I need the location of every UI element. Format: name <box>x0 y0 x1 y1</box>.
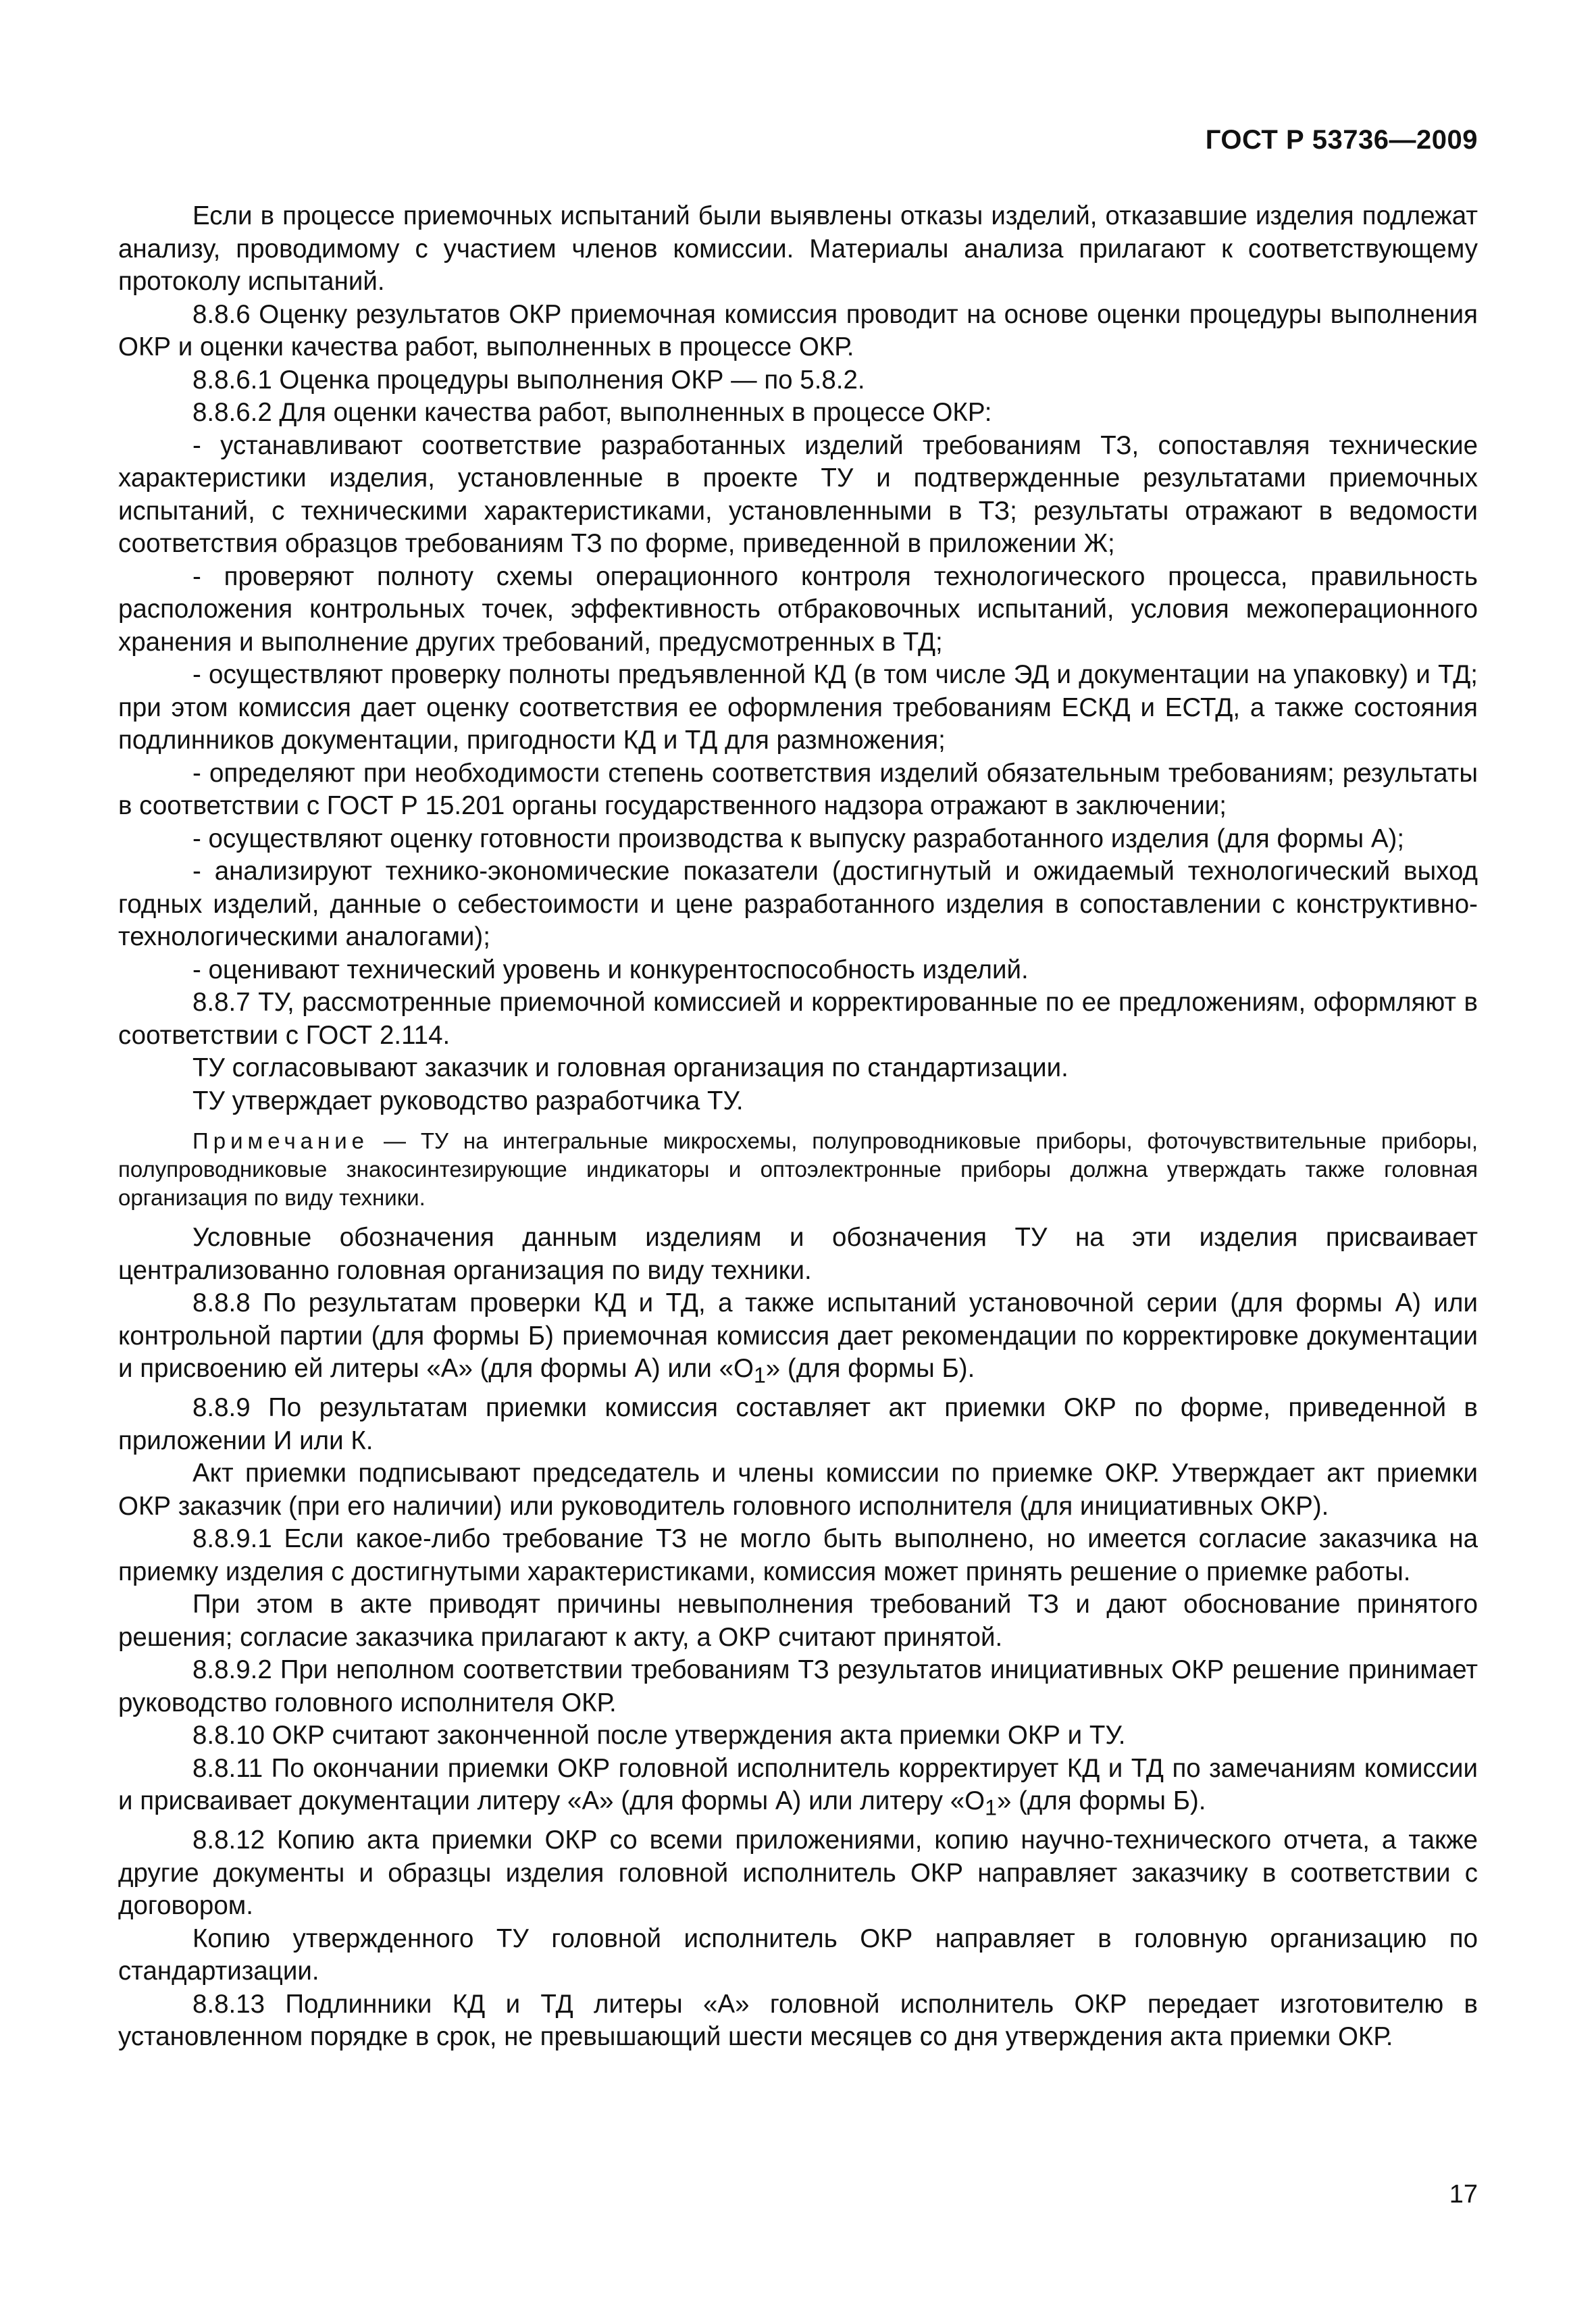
clause-8-8-6: 8.8.6 Оценку результатов ОКР приемочная комиссия проводит на основе оценки процедуры выполнения ОКР и оценки качества работ, выполненных в процессе ОКР. <box>118 299 1478 361</box>
paragraph: При этом в акте приводят причины невыполнения требований ТЗ и дают обоснование принятого решения; согласие заказчика прилагают к акту, а ОКР считают принятой. <box>118 1590 1478 1652</box>
clause-8-8-6-1: 8.8.6.1 Оценка процедуры выполнения ОКР — по 5.8.2. <box>192 365 865 395</box>
clause-8-8-11 <box>118 1753 1478 1825</box>
clause-text: » (для формы Б). <box>996 1786 1206 1816</box>
clause-text: 8.8.8 По результатам проверки КД и ТД, а также испытаний установочной серии (для формы А) или контрольной партии (для формы Б) приемочная комиссия дает рекомендации по корректировке документации и присвоению ей литеры «А» (для формы А) или «О <box>118 1288 1478 1383</box>
paragraph: Копию утвержденного ТУ головной исполнитель ОКР направляет в головную организацию по стандартизации. <box>118 1923 1478 1986</box>
note-text: — ТУ на интегральные микросхемы, полупроводниковые приборы, фоточувствительные приборы, полупроводниковые знакосинтезирующие индикаторы и оптоэлектронные приборы должна утверждать также головная организация по виду техники. <box>118 1128 1478 1210</box>
list-item: - устанавливают соответствие разработанных изделий требованиям ТЗ, сопоставляя технические характеристики изделия, установленные в проекте ТУ и подтвержденные результатами приемочных испытаний, с техническими характеристиками, установленными в ТЗ; результаты отражают в ведомости соответствия образцов требованиям ТЗ по форме, приведенной в приложении Ж; <box>118 430 1478 558</box>
list-item: - определяют при необходимости степень соответствия изделий обязательным требованиям; результаты в соответствии с ГОСТ Р 15.201 органы государственного надзора отражают в заключении; <box>118 758 1478 820</box>
clause-8-8-12: 8.8.12 Копию акта приемки ОКР со всеми приложениями, копию научно-технического отчета, а также другие документы и образцы изделия головной исполнитель ОКР направляет заказчику в соответствии с договором. <box>118 1826 1478 1921</box>
paragraph: Условные обозначения данным изделиям и обозначения ТУ на эти изделия присваивает централизованно головная организация по виду техники. <box>118 1223 1478 1285</box>
standard-designation: ГОСТ Р 53736—2009 <box>1205 125 1478 155</box>
list-item: - анализируют технико-экономические показатели (достигнутый и ожидаемый технологический выход годных изделий, данные о себестоимости и цене разработанного изделия в сопоставлении с конструктивно-технологическими аналогами); <box>118 857 1478 951</box>
list-item: - осуществляют проверку полноты предъявленной КД (в том числе ЭД и документации на упаковку) и ТД; при этом комиссия дает оценку соответствия ее оформления требованиям ЕСКД и ЕСТД, а также состояния подлинников документации, пригодности КД и ТД для размножения; <box>118 660 1478 755</box>
paragraph: ТУ утверждает руководство разработчика ТУ. <box>192 1086 744 1115</box>
clause-8-8-9-2: 8.8.9.2 При неполном соответствии требованиям ТЗ результатов инициативных ОКР решение принимает руководство головного исполнителя ОКР. <box>118 1655 1478 1717</box>
clause-8-8-9-1: 8.8.9.1 Если какое-либо требование ТЗ не могло быть выполнено, но имеется согласие заказчика на приемку изделия с достигнутыми характеристиками, комиссия может принять решение о приемке работы. <box>118 1524 1478 1586</box>
clause-8-8-8 <box>118 1287 1478 1392</box>
subscript: 1 <box>985 1795 997 1820</box>
list-item: - оценивают технический уровень и конкурентоспособность изделий. <box>192 955 1029 984</box>
paragraph: Если в процессе приемочных испытаний были выявлены отказы изделий, отказавшие изделия подлежат анализу, проводимому с участием членов комиссии. Материалы анализа прилагают к соответствующему протоколу испытаний. <box>118 201 1478 296</box>
paragraph: ТУ согласовывают заказчик и головная организация по стандартизации. <box>192 1053 1069 1082</box>
note-label: Примечание <box>192 1128 369 1153</box>
paragraph: Акт приемки подписывают председатель и члены комиссии по приемке ОКР. Утверждает акт приемки ОКР заказчик (при его наличии) или руководитель головного исполнителя (для инициативных ОКР). <box>118 1459 1478 1521</box>
page-number: 17 <box>1449 2180 1478 2209</box>
clause-text: 8.8.11 По окончании приемки ОКР головной исполнитель корректирует КД и ТД по замечаниям комиссии и присваивает документации литеру «А» (для формы А) или литеру «О <box>118 1753 1478 1816</box>
list-item: - проверяют полноту схемы операционного контроля технологического процесса, правильность расположения контрольных точек, эффективность отбраковочных испытаний, условия межоперационного хранения и выполнение других требований, предусмотренных в ТД; <box>118 561 1478 657</box>
clause-text: » (для формы Б). <box>765 1354 975 1383</box>
list-item: - осуществляют оценку готовности производства к выпуску разработанного изделия (для формы А); <box>192 824 1405 853</box>
page-body <box>118 200 1478 2054</box>
clause-8-8-9: 8.8.9 По результатам приемки комиссия составляет акт приемки ОКР по форме, приведенной в приложении И или К. <box>118 1393 1478 1455</box>
clause-8-8-13: 8.8.13 Подлинники КД и ТД литеры «А» головной исполнитель ОКР передает изготовителю в установленном порядке в срок, не превышающий шести месяцев со дня утверждения акта приемки ОКР. <box>118 1989 1478 2052</box>
clause-8-8-10: 8.8.10 ОКР считают законченной после утверждения акта приемки ОКР и ТУ. <box>192 1721 1126 1751</box>
note <box>118 1127 1478 1212</box>
clause-8-8-6-2: 8.8.6.2 Для оценки качества работ, выполненных в процессе ОКР: <box>192 398 992 427</box>
clause-8-8-7: 8.8.7 ТУ, рассмотренные приемочной комиссией и корректированные по ее предложениям, оформляют в соответствии с ГОСТ 2.114. <box>118 988 1478 1050</box>
subscript: 1 <box>753 1363 766 1388</box>
